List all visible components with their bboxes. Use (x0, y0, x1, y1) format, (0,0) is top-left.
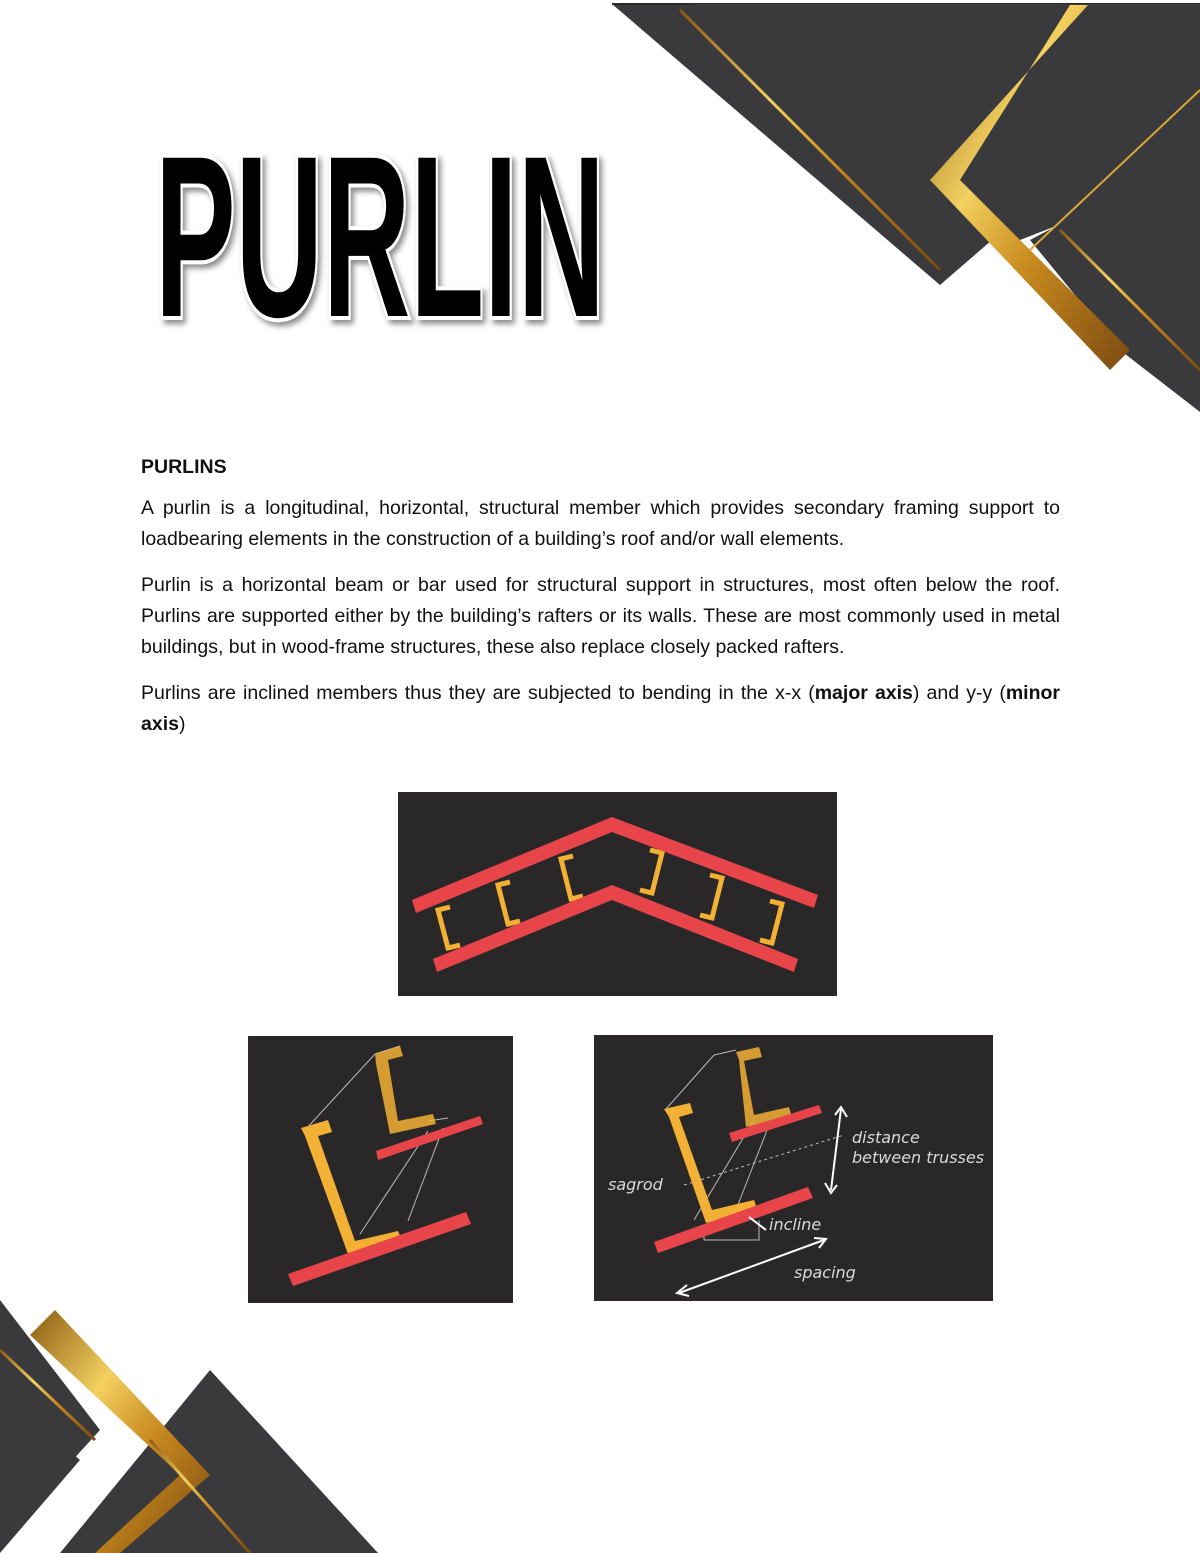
spacing-label: spacing (794, 1263, 856, 1282)
section-heading: PURLINS (141, 456, 227, 478)
page-title (140, 108, 620, 365)
incline-label: incline (769, 1215, 822, 1234)
top-right-decoration (612, 4, 1200, 412)
distance-label-line2: between trusses (852, 1148, 985, 1167)
labeled-purlin-figure (594, 1035, 993, 1301)
svg-text:PURLIN: PURLIN (155, 108, 605, 365)
purlin-detail-figure (248, 1036, 513, 1303)
sagrod-label: sagrod (608, 1175, 663, 1194)
definition-paragraph: A purlin is a longitudinal, horizontal, structural member which provides secondary framing support to loadbearing elements in the construction of a building’s roof and/or wall elements. (141, 497, 1060, 550)
description-paragraph: Purlin is a horizontal beam or bar used for structural support in structures, most often below the roof. Purlins are supported either by the building’s rafters or its walls. These are most commonly used in metal buildings, but in wood-frame structures, these also replace closely packed rafters. (141, 574, 1060, 658)
distance-label-line1: distance (852, 1128, 920, 1147)
major-axis-term: major axis (814, 682, 913, 704)
bottom-left-decoration (0, 1300, 378, 1553)
minor-axis-term: minor axis (141, 682, 1060, 735)
axis-paragraph: Purlins are inclined members thus they are subjected to bending in the x-x (major axis) and y-y (minor axis) (141, 682, 1060, 735)
document-body (141, 452, 1060, 755)
roof-purlin-figure (398, 792, 837, 996)
